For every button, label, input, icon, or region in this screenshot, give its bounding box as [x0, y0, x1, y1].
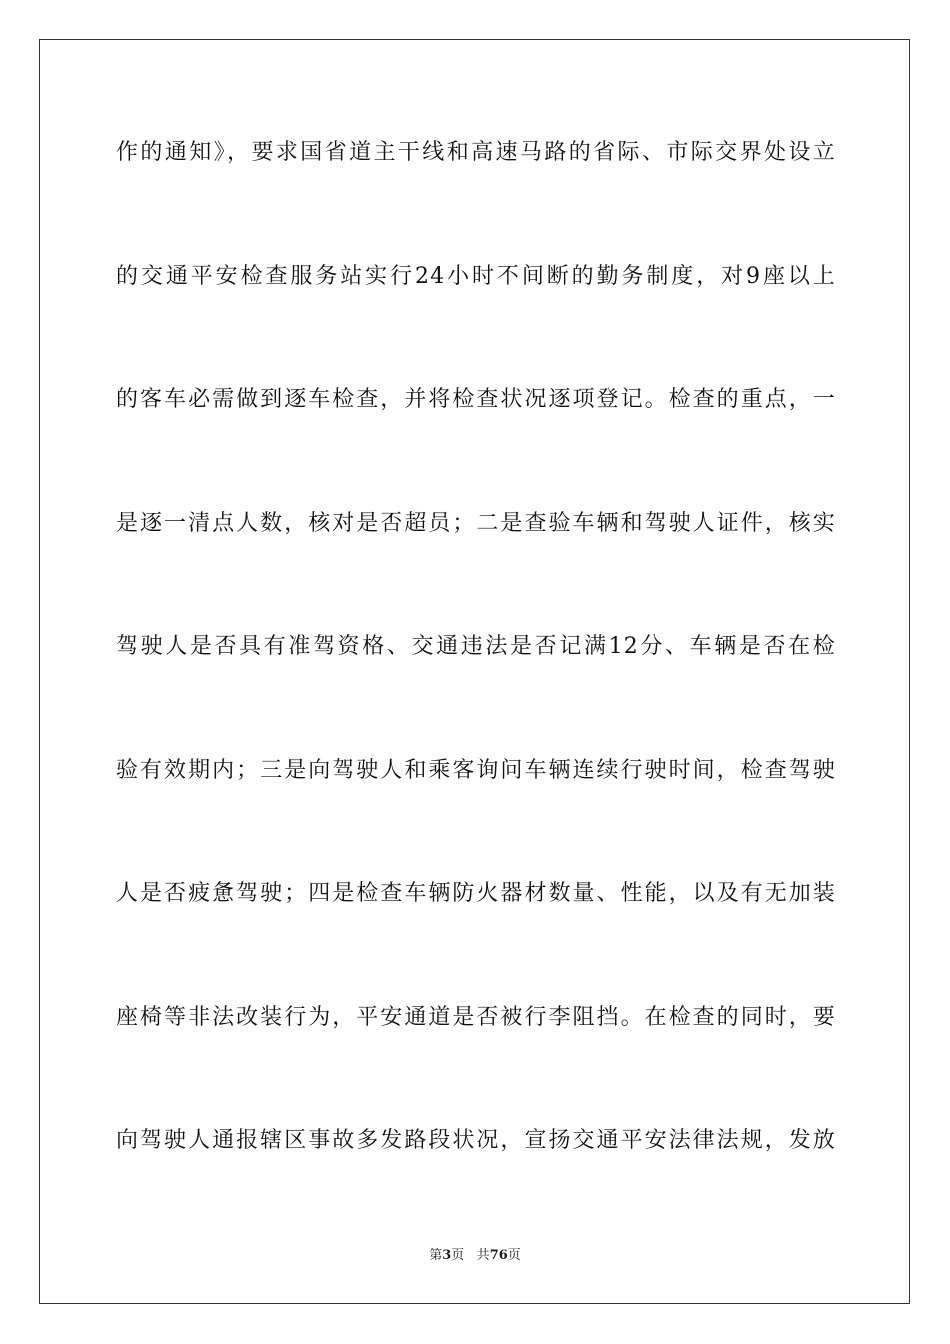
text-line: 验有效期内；三是向驾驶人和乘客询问车辆连续行驶时间，检查驾驶	[116, 757, 836, 783]
page-footer	[0, 1246, 950, 1266]
text-line: 是逐一清点人数，核对是否超员；二是查验车辆和驾驶人证件，核实	[116, 510, 836, 536]
text-line: 人是否疲惫驾驶；四是检查车辆防火器材数量、性能，以及有无加装	[116, 881, 836, 906]
text-line: 的客车必需做到逐车检查，并将检查状况逐项登记。检查的重点，一	[116, 387, 836, 412]
text-line: 作的通知》，要求国省道主干线和高速马路的省际、市际交界处设立	[116, 140, 836, 165]
total-prefix: 共	[476, 1248, 490, 1263]
total-pages: 76	[489, 1248, 508, 1263]
text-line: 的交通平安检查服务站实行24小时不间断的勤务制度，对9座以上	[116, 263, 836, 289]
text-line: 座椅等非法改装行为，平安通道是否被行李阻挡。在检查的同时，要	[116, 1004, 836, 1030]
text-line: 向驾驶人通报辖区事故多发路段状况，宣扬交通平安法律法规，发放	[116, 1128, 836, 1153]
page-prefix: 第	[429, 1248, 443, 1263]
page-number: 3	[442, 1248, 452, 1263]
text-line: 驾驶人是否具有准驾资格、交通违法是否记满12分、车辆是否在检	[116, 634, 836, 659]
document-body	[116, 128, 836, 1240]
total-suffix: 页	[507, 1248, 521, 1263]
page-suffix: 页	[451, 1248, 465, 1263]
